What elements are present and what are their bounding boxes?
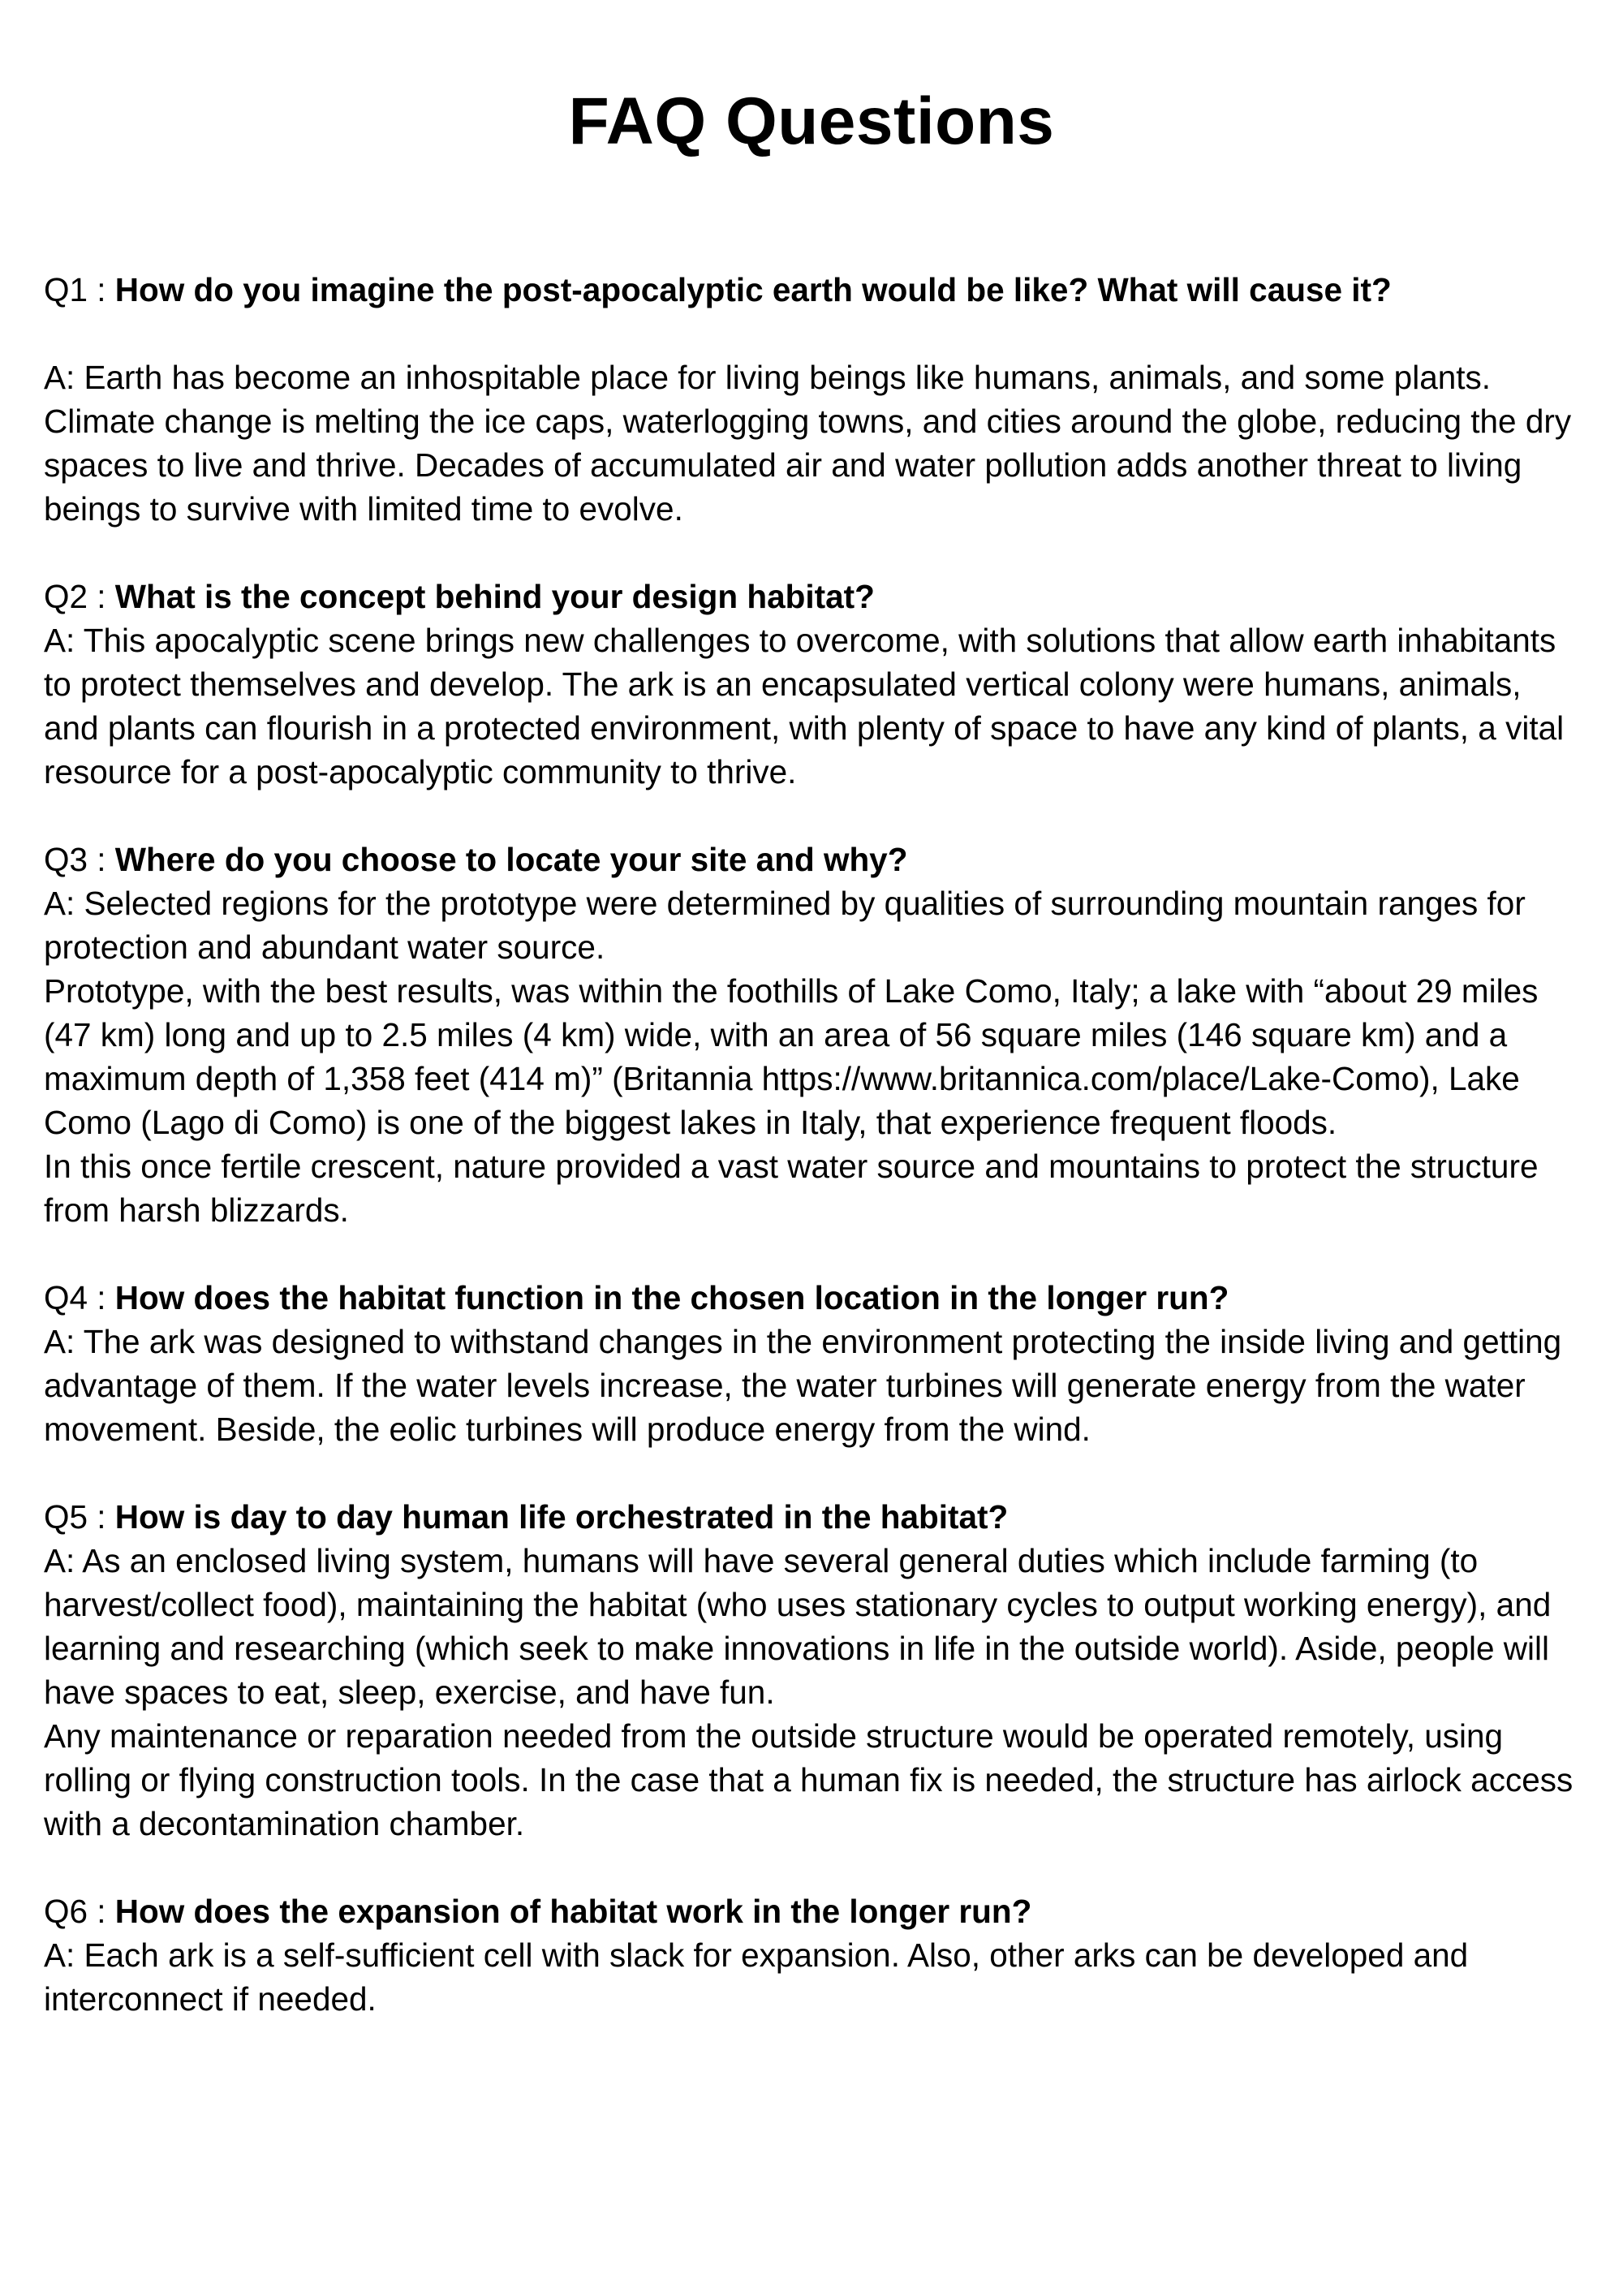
question-label: Q4 : [44, 1279, 115, 1316]
answer-paragraph: A: Each ark is a self-sufficient cell with slack for expansion. Also, other arks can be developed and interconnect if needed. [44, 1936, 1469, 2018]
question-line [44, 268, 1579, 312]
answer-paragraph: In this once fertile crescent, nature provided a vast water source and mountains to protect the structure from harsh blizzards. [44, 1148, 1539, 1229]
faq-item-q3 [44, 838, 1579, 1232]
question-line [44, 1889, 1579, 1933]
faq-list [44, 268, 1579, 2021]
question-line [44, 838, 1579, 881]
answer-paragraph: Prototype, with the best results, was within the foothills of Lake Como, Italy; a lake with “about 29 miles (47 km) long and up to 2.5 miles (4 km) wide, with an area of 56 square miles (146 square km) and a maximum depth of 1,358 feet (414 m)” (Britannia https://www.britannica.com/place/Lake-Como), Lake Como (Lago di Como) is one of the biggest lakes in Italy, that experience frequent floods. [44, 972, 1539, 1141]
answer-paragraph: Any maintenance or reparation needed from the outside structure would be operated remotely, using rolling or flying construction tools. In the case that a human fix is needed, the structure has airlock access with a decontamination chamber. [44, 1717, 1573, 1842]
question-line [44, 575, 1579, 618]
spacer [44, 312, 1579, 355]
answer-paragraph: A: As an enclosed living system, humans will have several general duties which include farming (to harvest/collect food), maintaining the habitat (who uses stationary cycles to output working energy), and learning and researching (which seek to make innovations in life in the outside world). Aside, people will have spaces to eat, sleep, exercise, and have fun. [44, 1542, 1552, 1711]
faq-item-q4 [44, 1276, 1579, 1451]
question-text: How do you imagine the post-apocalyptic earth would be like? What will cause it? [114, 271, 1392, 308]
question-line [44, 1276, 1579, 1320]
answer-paragraph: A: Earth has become an inhospitable place for living beings like humans, animals, and some plants. Climate change is melting the ice caps, waterlogging towns, and cities around the globe, reducing the dry spaces to live and thrive. Decades of accumulated air and water pollution adds another threat to living beings to survive with limited time to evolve. [44, 359, 1572, 528]
question-text: What is the concept behind your design habitat? [114, 578, 875, 615]
answer-paragraph: A: Selected regions for the prototype were determined by qualities of surrounding mountain ranges for protection and abundant water source. [44, 885, 1526, 966]
question-label: Q3 : [44, 841, 115, 878]
question-label: Q6 : [44, 1893, 115, 1930]
page-title: FAQ Questions [568, 84, 1055, 158]
question-text: Where do you choose to locate your site and why? [114, 841, 908, 878]
faq-item-q1 [44, 268, 1579, 531]
answer-paragraph: A: The ark was designed to withstand changes in the environment protecting the inside living and getting advantage of them. If the water levels increase, the water turbines will generate energy from the water movement. Beside, the eolic turbines will produce energy from the wind. [44, 1323, 1562, 1448]
faq-item-q6 [44, 1889, 1579, 2021]
question-label: Q1 : [44, 271, 115, 308]
question-text: How does the expansion of habitat work in the longer run? [114, 1893, 1032, 1930]
question-text: How is day to day human life orchestrated in the habitat? [114, 1498, 1009, 1536]
question-line [44, 1495, 1579, 1539]
question-label: Q5 : [44, 1498, 115, 1536]
faq-item-q5 [44, 1495, 1579, 1846]
question-label: Q2 : [44, 578, 115, 615]
answer-paragraph: A: This apocalyptic scene brings new challenges to overcome, with solutions that allow earth inhabitants to protect themselves and develop. The ark is an encapsulated vertical colony were humans, animals, and plants can flourish in a protected environment, with plenty of space to have any kind of plants, a vital resource for a post-apocalyptic community to thrive. [44, 622, 1565, 790]
faq-item-q2 [44, 575, 1579, 794]
question-text: How does the habitat function in the chosen location in the longer run? [114, 1279, 1229, 1316]
